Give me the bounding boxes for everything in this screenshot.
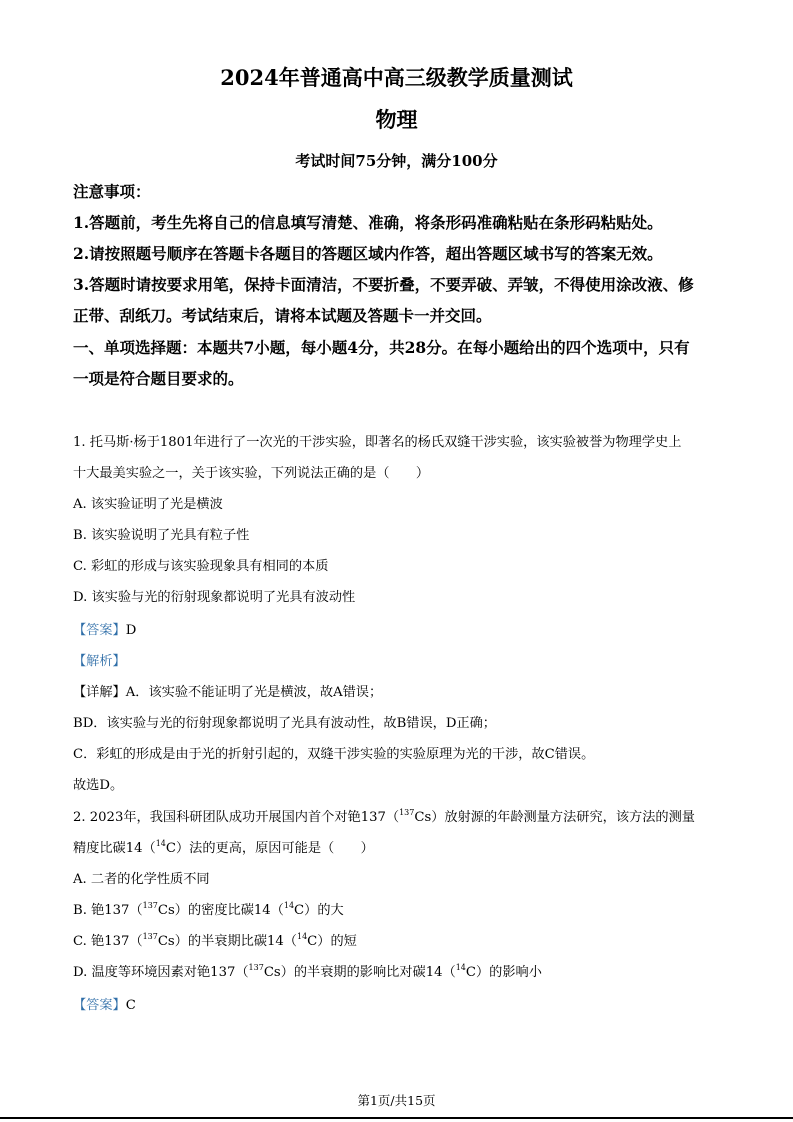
mass-number: 14 — [283, 901, 295, 910]
option-text: ）的影响小 — [476, 965, 542, 980]
element-symbol: C — [294, 903, 305, 918]
q2-option-a: A. 二者的化学性质不同 — [73, 872, 210, 887]
option-text: D. 温度等环境因素对铯137（ — [73, 965, 249, 980]
section-1-heading-line-2: 一项是符合题目要求的。 — [73, 369, 244, 388]
element-symbol: Cs — [157, 903, 175, 918]
q2-option-c — [73, 930, 357, 949]
detail-tag: 【详解】 — [73, 685, 126, 700]
q1-detail-line-3: C．彩虹的形成是由于光的折射引起的，双缝干涉实验的实验原理为光的干涉，故C错误。 — [73, 747, 595, 762]
q2-stem-text: ）放射源的年龄测量方法研究，该方法的测量 — [431, 810, 695, 825]
mass-number: 14 — [155, 839, 166, 848]
element-symbol: C — [465, 965, 476, 980]
page-number: 第1页/共15页 — [357, 1093, 436, 1108]
section-1-heading-line-1: 一、单项选择题：本题共7小题，每小题4分，共28分。在每小题给出的四个选项中，只有 — [73, 338, 690, 357]
element-symbol: C — [307, 934, 318, 949]
notice-item-3-line-1: 3.答题时请按要求用笔，保持卡面清洁，不要折叠，不要弄破、弄皱，不得使用涂改液、修 — [73, 275, 694, 294]
notice-item-1: 1.答题前，考生先将自己的信息填写清楚、准确，将条形码准确粘贴在条形码粘贴处。 — [73, 213, 663, 232]
option-text: ）的半衰期的影响比对碳14（ — [280, 965, 456, 980]
option-text: ）的大 — [304, 903, 344, 918]
q2-stem-text: ）法的更高，原因可能是（ ） — [176, 841, 374, 856]
answer-tag: 【答案】 — [73, 998, 126, 1013]
detail-text: A．该实验不能证明了光是横波，故A错误； — [125, 685, 383, 700]
q1-stem-line-2: 十大最美实验之一，关于该实验，下列说法正确的是（ ） — [73, 466, 430, 481]
element-symbol: Cs — [263, 965, 281, 980]
q2-stem-text: 2. 2023年，我国科研团队成功开展国内首个对铯137（ — [73, 810, 400, 825]
answer-value: C — [125, 998, 136, 1013]
q1-option-b: B. 该实验说明了光具有粒子性 — [73, 528, 250, 543]
q2-option-b — [73, 899, 344, 918]
q1-detail-line-2: BD．该实验与光的衍射现象都说明了光具有波动性，故B错误，D正确； — [73, 716, 496, 731]
exam-info: 考试时间75分钟，满分100分 — [295, 152, 498, 170]
mass-number: 14 — [455, 963, 466, 972]
q2-stem-line-2 — [73, 837, 374, 856]
q2-stem-line-1 — [73, 806, 695, 825]
subject-title: 物理 — [375, 107, 418, 132]
q1-stem-line-1: 1. 托马斯·杨于1801年进行了一次光的干涉实验，即著名的杨氏双缝干涉实验，该实验被誉为物理学史上 — [73, 435, 682, 450]
q1-conclusion: 故选D。 — [73, 778, 124, 793]
notice-heading: 注意事项： — [73, 182, 151, 201]
q1-option-d: D. 该实验与光的衍射现象都说明了光具有波动性 — [73, 590, 356, 605]
mass-number: 137 — [142, 932, 158, 941]
notice-item-3-line-2: 正带、刮纸刀。考试结束后，请将本试题及答题卡一并交回。 — [73, 306, 492, 325]
mass-number: 137 — [248, 963, 264, 972]
q2-answer — [73, 994, 136, 1013]
q1-analysis-tag: 【解析】 — [73, 654, 126, 669]
mass-number: 137 — [399, 808, 415, 817]
option-text: C. 铯137（ — [73, 934, 143, 949]
element-symbol: C — [165, 841, 176, 856]
answer-tag: 【答案】 — [73, 623, 126, 638]
option-text: ）的密度比碳14（ — [174, 903, 284, 918]
footer-rule — [0, 1117, 793, 1119]
q1-answer — [73, 619, 136, 638]
q2-option-d — [73, 961, 542, 980]
q1-option-c: C. 彩虹的形成与该实验现象具有相同的本质 — [73, 559, 329, 574]
exam-title: 2024年普通高中高三级教学质量测试 — [220, 65, 573, 90]
mass-number: 137 — [142, 901, 158, 910]
element-symbol: Cs — [157, 934, 175, 949]
option-text: ）的半衰期比碳14（ — [174, 934, 297, 949]
q1-option-a: A. 该实验证明了光是横波 — [73, 497, 223, 512]
q2-stem-text: 精度比碳14（ — [73, 841, 156, 856]
answer-value: D — [125, 623, 137, 638]
notice-item-2: 2.请按照题号顺序在答题卡各题目的答题区域内作答，超出答题区域书写的答案无效。 — [73, 244, 663, 263]
option-text: ）的短 — [317, 934, 357, 949]
option-text: B. 铯137（ — [73, 903, 143, 918]
element-symbol: Cs — [414, 810, 432, 825]
mass-number: 14 — [296, 932, 308, 941]
q1-detail-line-1 — [73, 681, 382, 700]
